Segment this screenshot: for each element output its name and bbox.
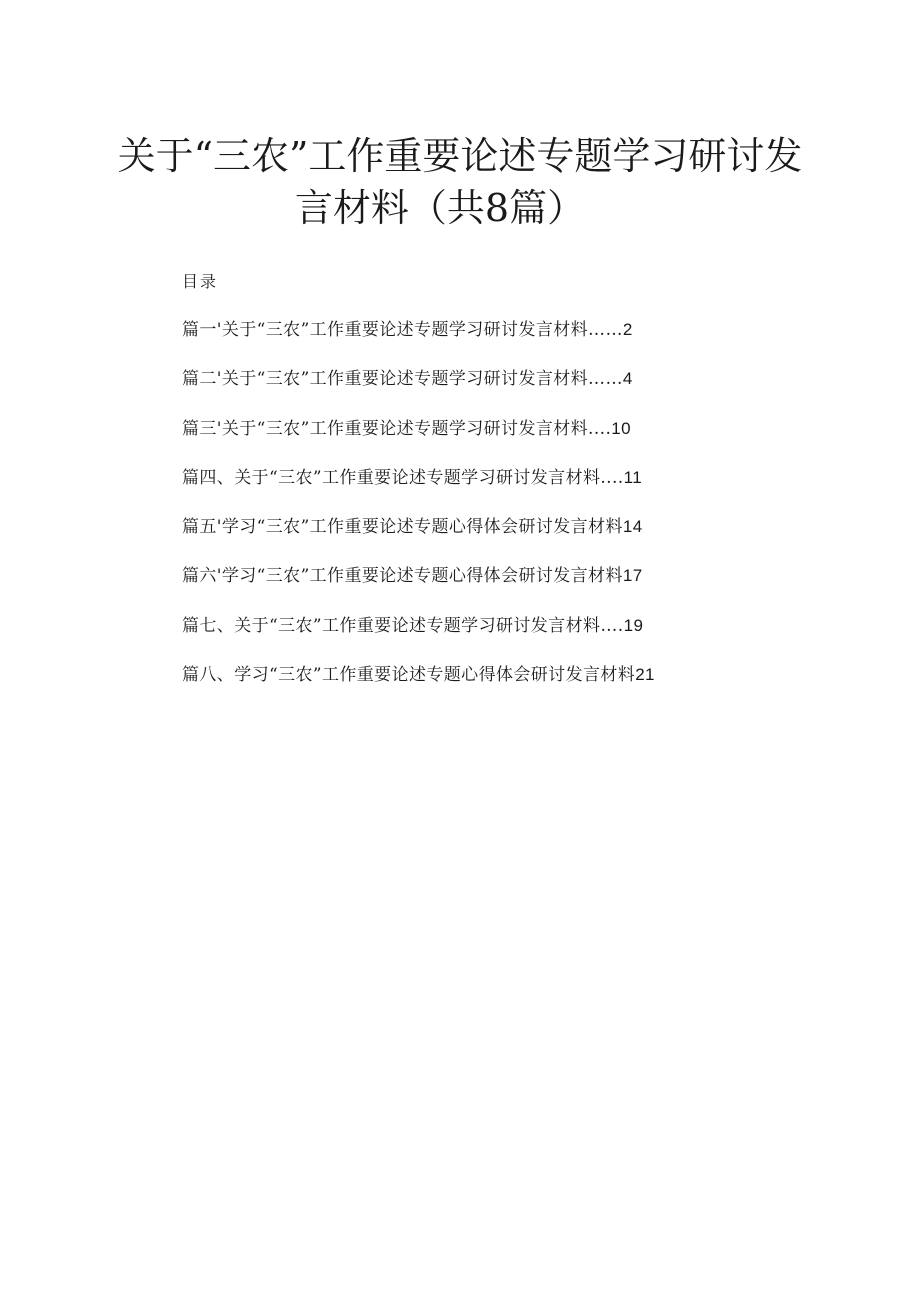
toc-item-2[interactable] xyxy=(182,367,655,416)
toc-item-7[interactable] xyxy=(182,614,655,663)
document-title-line-1: 关于“三农”工作重要论述专题学习研讨发 xyxy=(117,134,803,178)
toc-page-number: 17 xyxy=(622,566,643,586)
toc-entry-text: 篇四、关于“三农”工作重要论述专题学习研讨发言材料.... xyxy=(182,467,624,488)
toc-entry-text: 篇三'关于“三农”工作重要论述专题学习研讨发言材料.... xyxy=(182,418,612,439)
toc-page-number: 10 xyxy=(611,418,631,438)
toc-entry-text: 篇六'学习“三农”工作重要论述专题心得体会研讨发言材料 xyxy=(182,566,623,587)
document-title-line-2: 言材料（共8篇） xyxy=(294,186,586,230)
toc-page-number: 2 xyxy=(622,320,633,339)
toc-entry-text: 篇七、关于“三农”工作重要论述专题学习研讨发言材料…. xyxy=(182,615,624,636)
toc-entry-text: 篇八、学习“三农”工作重要论述专题心得体会研讨发言材料 xyxy=(182,665,636,686)
toc-entry-text: 篇二'关于“三农”工作重要论述专题学习研讨发言材料…… xyxy=(182,369,623,390)
toc-item-3[interactable] xyxy=(182,417,655,466)
toc-page-number: 19 xyxy=(623,615,644,635)
toc-item-5[interactable] xyxy=(182,515,655,564)
toc-page-number: 4 xyxy=(622,369,633,389)
toc-heading: 目录 xyxy=(182,272,219,291)
toc-entry-text: 篇五'学习“三农”工作重要论述专题心得体会研讨发言材料 xyxy=(182,517,623,538)
toc-page-number: 11 xyxy=(623,467,643,487)
table-of-contents xyxy=(182,318,655,712)
toc-entry-text: 篇一'关于“三农”工作重要论述专题学习研讨发言材料…… xyxy=(182,320,623,340)
toc-item-6[interactable] xyxy=(182,564,655,613)
toc-item-1[interactable] xyxy=(182,318,655,367)
toc-page-number: 21 xyxy=(635,665,655,685)
toc-item-8[interactable] xyxy=(182,663,655,712)
toc-item-4[interactable] xyxy=(182,466,655,515)
toc-page-number: 14 xyxy=(622,517,643,537)
